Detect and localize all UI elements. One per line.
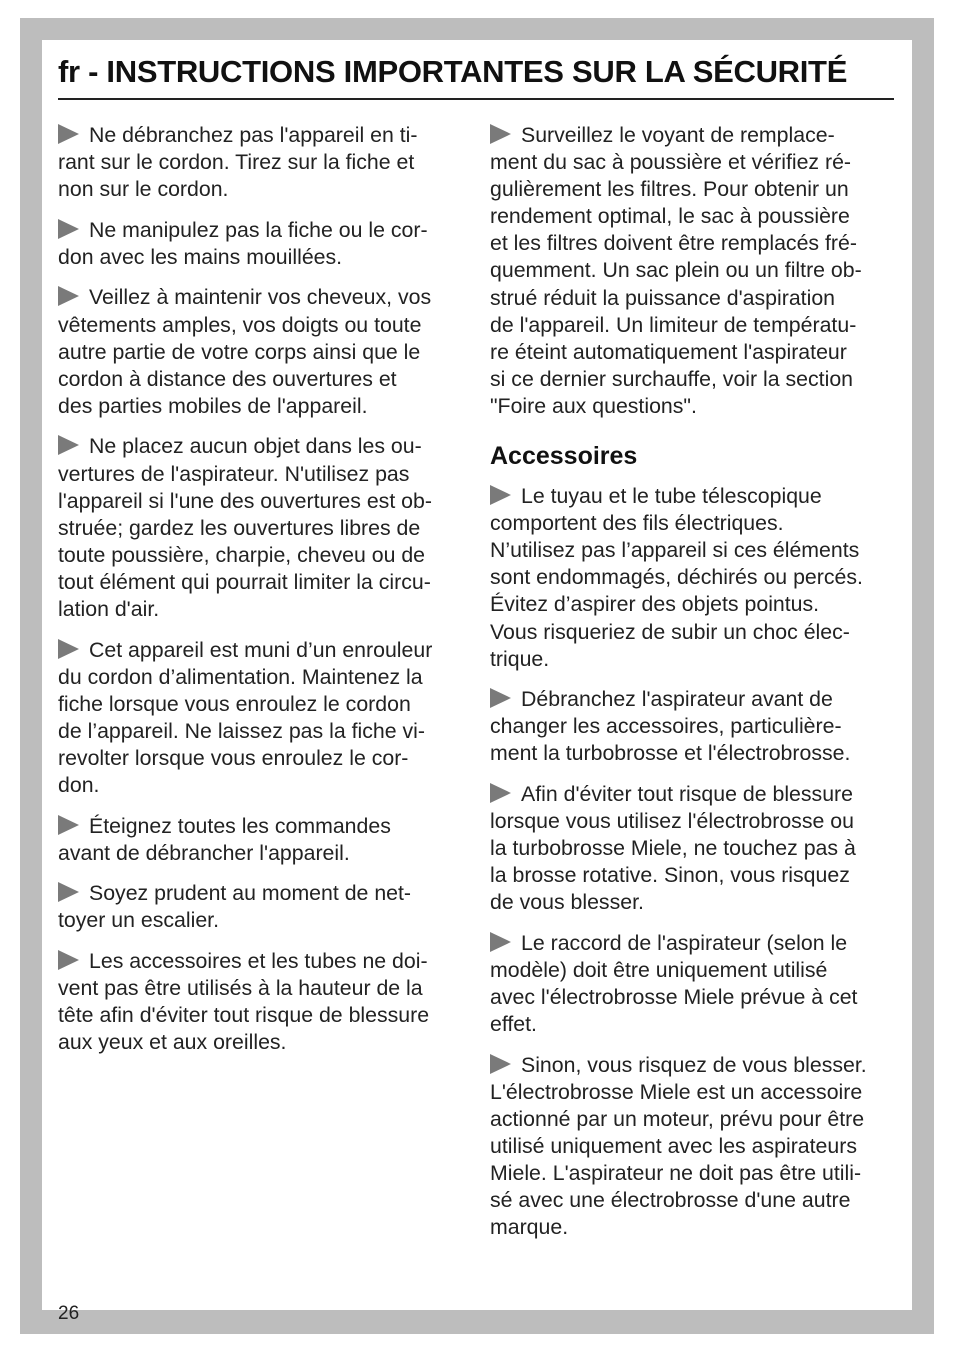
triangle-arrow-right-icon — [490, 688, 511, 708]
safety-item: Ne placez aucun objet dans les ou- vertures de l'aspirateur. N'utilisez pas l'appareil si l'une des ouvertures est ob- struée; gardez les ouvertures libres de toute poussière, charpie, cheveu ou de tout élément qui pourrait limiter la circu- lation d'air. — [58, 434, 432, 621]
safety-item: Afin d'éviter tout risque de blessure lorsque vous utilisez l'électrobrosse ou la turbobrosse Miele, ne touchez pas à la brosse rotative. Sinon, vous risquez de vous blesser. — [490, 781, 856, 915]
safety-item: Éteignez toutes les commandes avant de débrancher l'appareil. — [58, 813, 391, 865]
safety-item: Le raccord de l'aspirateur (selon le modèle) doit être uniquement utilisé avec l'électrobrosse Miele prévue à cet effet. — [490, 930, 858, 1037]
title-underline — [58, 98, 894, 100]
safety-item: Débranchez l'aspirateur avant de changer les accessoires, particulière- ment la turbobrosse et l'électrobrosse. — [490, 687, 851, 766]
page-title: fr - INSTRUCTIONS IMPORTANTES SUR LA SÉCURITÉ — [58, 54, 848, 89]
safety-item: Ne débranchez pas l'appareil en ti- rant sur le cordon. Tirez sur la fiche et non sur le cordon. — [58, 123, 418, 202]
safety-item: Soyez prudent au moment de net- toyer un escalier. — [58, 881, 412, 933]
left-column — [58, 122, 464, 1070]
triangle-arrow-right-icon — [58, 435, 79, 455]
triangle-arrow-right-icon — [490, 783, 511, 803]
triangle-arrow-right-icon — [58, 124, 79, 144]
section-heading-accessoires: Accessoires — [490, 442, 638, 471]
safety-item: Les accessoires et les tubes ne doi- vent pas être utilisés à la hauteur de la tête afin d'éviter tout risque de blessure aux yeux et aux oreilles. — [58, 949, 430, 1055]
right-column — [490, 122, 898, 1255]
page-number: 26 — [58, 1303, 80, 1324]
triangle-arrow-right-icon — [490, 1054, 511, 1074]
safety-item: Sinon, vous risquez de vous blesser. L'électrobrosse Miele est un accessoire actionné par un moteur, prévu pour être utilisé uniquement avec les aspirateurs Miele. L'aspirateur ne doit pas être utili- sé avec une électrobrosse d'une autre marque. — [490, 1052, 867, 1240]
triangle-arrow-right-icon — [58, 286, 79, 306]
triangle-arrow-right-icon — [58, 882, 79, 902]
triangle-arrow-right-icon — [58, 950, 79, 970]
triangle-arrow-right-icon — [490, 485, 511, 505]
safety-item: Le tuyau et le tube télescopique comportent des fils électriques. N’utilisez pas l’appareil si ces éléments sont endommagés, déchirés ou percés. Évitez d’aspirer des objets pointus. Vous risqueriez de subir un choc élec- trique. — [490, 484, 863, 671]
triangle-arrow-right-icon — [490, 124, 511, 144]
triangle-arrow-right-icon — [58, 815, 79, 835]
safety-item: Surveillez le voyant de remplace- ment du sac à poussière et vérifiez ré- gulièrement les filtres. Pour obtenir un rendement optimal, le sac à poussière et les filtres doivent être remplacés fré- quemment. Un sac plein ou un filtre ob- strué réduit la puissance d'aspiration de l'appareil. Un limiteur de températu- re éteint automatiquement l'aspirateur si ce dernier surchauffe, voir la section "Foire aux questions". — [490, 123, 862, 418]
safety-item: Cet appareil est muni d’un enrouleur du cordon d’alimentation. Maintenez la fiche lorsque vous enroulez le cordon de l’appareil. Ne laissez pas la fiche vi- revolter lorsque vous enroulez le cor- don. — [58, 637, 433, 798]
triangle-arrow-right-icon — [490, 932, 511, 952]
triangle-arrow-right-icon — [58, 219, 79, 239]
safety-item: Ne manipulez pas la fiche ou le cor- don avec les mains mouillées. — [58, 217, 428, 269]
safety-item: Veillez à maintenir vos cheveux, vos vêtements amples, vos doigts ou toute autre partie de votre corps ainsi que le cordon à distance des ouvertures et des parties mobiles de l'appareil. — [58, 285, 432, 418]
triangle-arrow-right-icon — [58, 639, 79, 659]
